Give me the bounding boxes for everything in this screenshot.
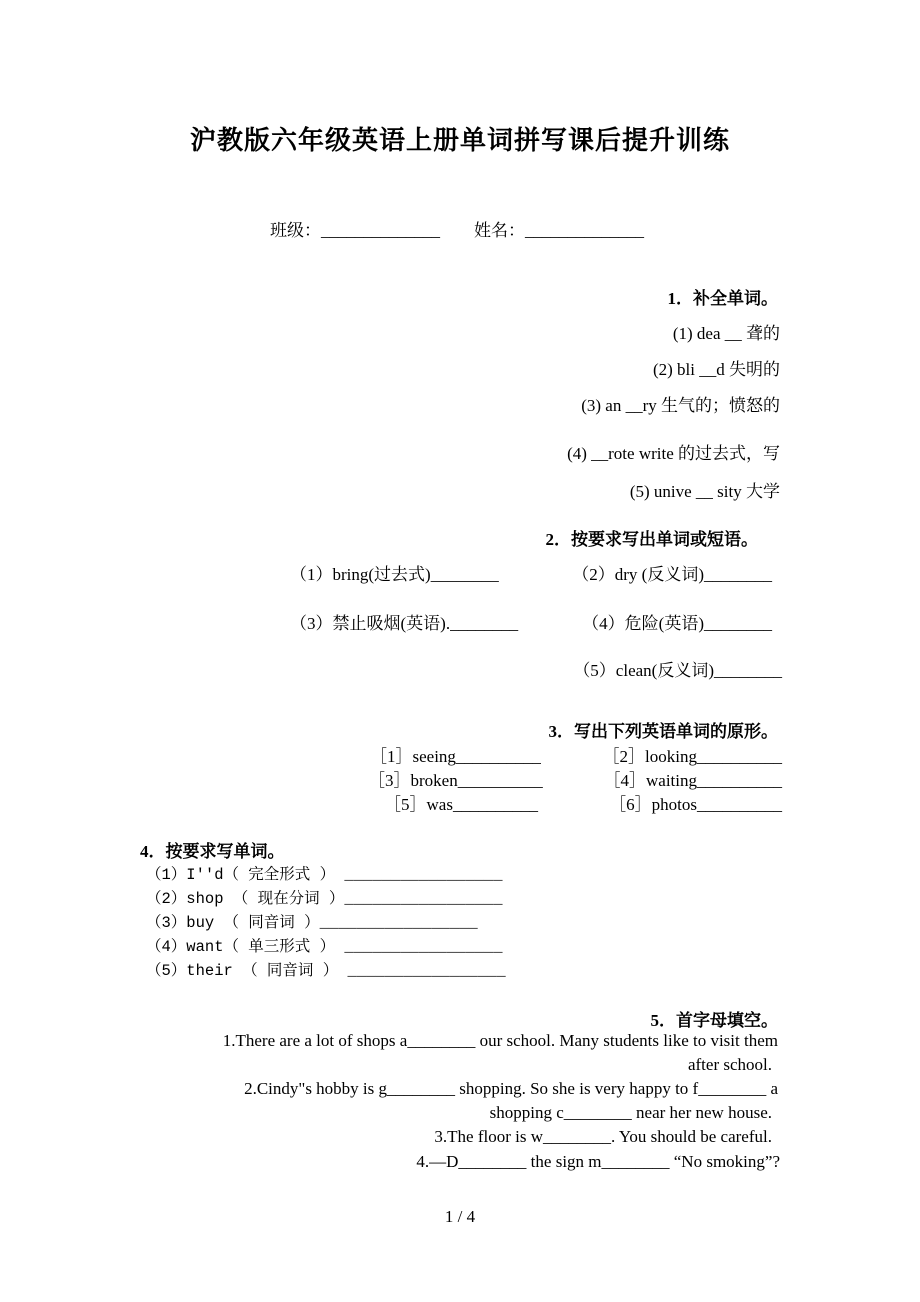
section-1-heading: 1．补全单词。 bbox=[667, 289, 778, 308]
section-1-item: (2) bli __d 失明的 bbox=[652, 360, 780, 379]
section-4-heading: 4．按要求写单词。 bbox=[140, 842, 285, 861]
page-title: 沪教版六年级英语上册单词拼写课后提升训练 bbox=[189, 126, 730, 155]
section-2-heading: 2．按要求写出单词或短语。 bbox=[545, 530, 758, 549]
section-1-item: (5) unive __ sity 大学 bbox=[629, 482, 780, 501]
section-3-item: ［6］photos__________ bbox=[609, 795, 782, 814]
section-2-item: （3）禁止吸烟(英语).________ bbox=[290, 614, 519, 633]
section-3-heading: 3．写出下列英语单词的原形。 bbox=[548, 722, 778, 741]
section-2-item: （4）危险(英语)________ bbox=[582, 614, 772, 633]
name-field: 姓名：______________ bbox=[474, 221, 644, 240]
section-4-item: （2）shop （ 现在分词 ）_________________ bbox=[146, 890, 503, 908]
section-5-line: 2.Cindy"s hobby is g________ shopping. So she is very happy to f________ a bbox=[244, 1079, 778, 1098]
class-field: 班级：______________ bbox=[270, 221, 440, 240]
section-1-item: (3) an __ry 生气的；愤怒的 bbox=[581, 396, 780, 415]
section-4-item: （4）want（ 单三形式 ） _________________ bbox=[146, 938, 503, 956]
section-5-line: 1.There are a lot of shops a________ our school. Many students like to visit them bbox=[222, 1031, 778, 1050]
page-number: 1 / 4 bbox=[444, 1207, 476, 1226]
section-5-line: 4.—D________ the sign m________ “No smoking”? bbox=[416, 1152, 780, 1171]
section-1-item: (1) dea __ 聋的 bbox=[672, 324, 780, 343]
section-1-item: (4) __rote write 的过去式，写 bbox=[567, 444, 780, 463]
section-3-item: ［4］waiting__________ bbox=[603, 771, 782, 790]
section-2-item: （2）dry (反义词)________ bbox=[572, 565, 772, 584]
section-5-line: 3.The floor is w________. You should be careful. bbox=[434, 1127, 772, 1146]
section-3-item: ［5］was__________ bbox=[384, 795, 538, 814]
section-4-item: （1）I''d（ 完全形式 ） _________________ bbox=[146, 866, 503, 884]
section-3-item: ［3］broken__________ bbox=[368, 771, 543, 790]
section-2-item: （1）bring(过去式)________ bbox=[290, 565, 499, 584]
section-5-line: after school. bbox=[687, 1055, 772, 1074]
section-4-item: （3）buy （ 同音词 ）_________________ bbox=[146, 914, 478, 932]
section-3-item: ［1］seeing__________ bbox=[370, 747, 541, 766]
section-5-line: shopping c________ near her new house. bbox=[489, 1103, 772, 1122]
section-3-item: ［2］looking__________ bbox=[602, 747, 782, 766]
section-5-heading: 5．首字母填空。 bbox=[650, 1011, 778, 1030]
section-2-item: （5）clean(反义词)________ bbox=[573, 661, 782, 680]
section-4-item: （5）their （ 同音词 ） _________________ bbox=[146, 962, 506, 980]
